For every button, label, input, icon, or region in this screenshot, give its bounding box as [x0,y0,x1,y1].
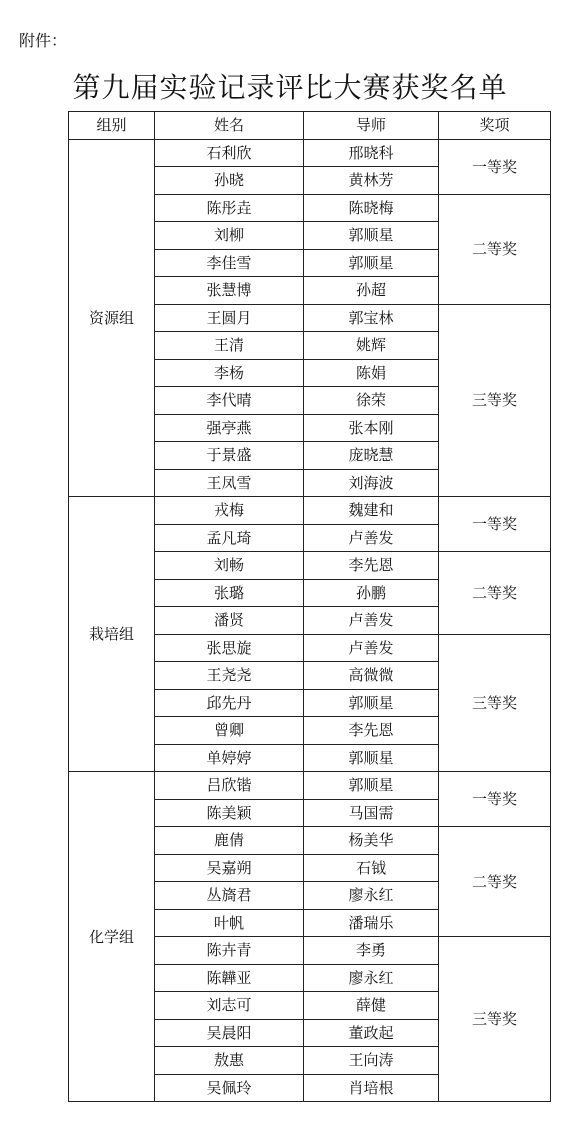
mentor-cell: 卢善发 [304,524,439,552]
mentor-cell: 董政起 [304,1019,439,1047]
prize-cell: 一等奖 [439,497,551,552]
mentor-cell: 石钺 [304,854,439,882]
student-name-cell: 王尧尧 [155,662,304,690]
student-name-cell: 王圆月 [155,304,304,332]
student-name-cell: 曾卿 [155,717,304,745]
awards-body [69,139,551,1102]
student-name-cell: 张慧博 [155,277,304,305]
header-group: 组别 [69,112,155,140]
header-row [69,112,551,140]
mentor-cell: 陈娟 [304,359,439,387]
group-cell: 资源组 [69,139,155,497]
mentor-cell: 廖永红 [304,882,439,910]
student-name-cell: 刘畅 [155,552,304,580]
student-name-cell: 单婷婷 [155,744,304,772]
mentor-cell: 陈晓梅 [304,194,439,222]
mentor-cell: 廖永红 [304,964,439,992]
student-name-cell: 王清 [155,332,304,360]
student-name-cell: 王凤雪 [155,469,304,497]
prize-cell: 二等奖 [439,194,551,304]
student-name-cell: 邱先丹 [155,689,304,717]
mentor-cell: 王向涛 [304,1047,439,1075]
mentor-cell: 孙超 [304,277,439,305]
student-name-cell: 吕欣锴 [155,772,304,800]
mentor-cell: 庞晓慧 [304,442,439,470]
mentor-cell: 张本刚 [304,414,439,442]
student-name-cell: 孟凡琦 [155,524,304,552]
student-name-cell: 石利欣 [155,139,304,167]
mentor-cell: 薛健 [304,992,439,1020]
mentor-cell: 姚辉 [304,332,439,360]
mentor-cell: 黄林芳 [304,167,439,195]
prize-cell: 三等奖 [439,937,551,1102]
mentor-cell: 杨美华 [304,827,439,855]
mentor-cell: 高微微 [304,662,439,690]
student-name-cell: 李代晴 [155,387,304,415]
student-name-cell: 叶帆 [155,909,304,937]
prize-cell: 三等奖 [439,304,551,497]
student-name-cell: 吴嘉朔 [155,854,304,882]
awards-table [68,111,551,1102]
prize-cell: 二等奖 [439,827,551,937]
student-name-cell: 李杨 [155,359,304,387]
mentor-cell: 徐荣 [304,387,439,415]
mentor-cell: 卢善发 [304,607,439,635]
student-name-cell: 陈卉青 [155,937,304,965]
student-name-cell: 李佳雪 [155,249,304,277]
prize-cell: 一等奖 [439,772,551,827]
group-cell: 化学组 [69,772,155,1102]
student-name-cell: 陈美颖 [155,799,304,827]
document-title: 第九届实验记录评比大赛获奖名单 [72,71,508,104]
prize-cell: 三等奖 [439,634,551,772]
mentor-cell: 卢善发 [304,634,439,662]
mentor-cell: 马国需 [304,799,439,827]
student-name-cell: 张璐 [155,579,304,607]
student-name-cell: 强亭燕 [155,414,304,442]
table-row [69,772,551,800]
mentor-cell: 郭顺星 [304,772,439,800]
student-name-cell: 陈彤垚 [155,194,304,222]
mentor-cell: 郭宝林 [304,304,439,332]
header-mentor: 导师 [304,112,439,140]
table-row [69,139,551,167]
student-name-cell: 孙晓 [155,167,304,195]
student-name-cell: 敖惠 [155,1047,304,1075]
mentor-cell: 李勇 [304,937,439,965]
mentor-cell: 孙鹏 [304,579,439,607]
student-name-cell: 吴佩玲 [155,1074,304,1102]
mentor-cell: 郭顺星 [304,744,439,772]
mentor-cell: 郭顺星 [304,689,439,717]
student-name-cell: 丛旖君 [155,882,304,910]
student-name-cell: 刘柳 [155,222,304,250]
student-name-cell: 鹿倩 [155,827,304,855]
mentor-cell: 邢晓科 [304,139,439,167]
student-name-cell: 于景盛 [155,442,304,470]
mentor-cell: 李先恩 [304,552,439,580]
mentor-cell: 郭顺星 [304,249,439,277]
mentor-cell: 郭顺星 [304,222,439,250]
group-cell: 栽培组 [69,497,155,772]
mentor-cell: 李先恩 [304,717,439,745]
mentor-cell: 潘瑞乐 [304,909,439,937]
student-name-cell: 潘贤 [155,607,304,635]
student-name-cell: 张思旋 [155,634,304,662]
header-name: 姓名 [155,112,304,140]
student-name-cell: 陈韡亚 [155,964,304,992]
mentor-cell: 刘海波 [304,469,439,497]
prize-cell: 一等奖 [439,139,551,194]
header-prize: 奖项 [439,112,551,140]
attachment-label: 附件： [19,31,68,50]
student-name-cell: 吴晨阳 [155,1019,304,1047]
prize-cell: 二等奖 [439,552,551,635]
mentor-cell: 肖培根 [304,1074,439,1102]
student-name-cell: 刘志可 [155,992,304,1020]
table-row [69,497,551,525]
mentor-cell: 魏建和 [304,497,439,525]
student-name-cell: 戎梅 [155,497,304,525]
